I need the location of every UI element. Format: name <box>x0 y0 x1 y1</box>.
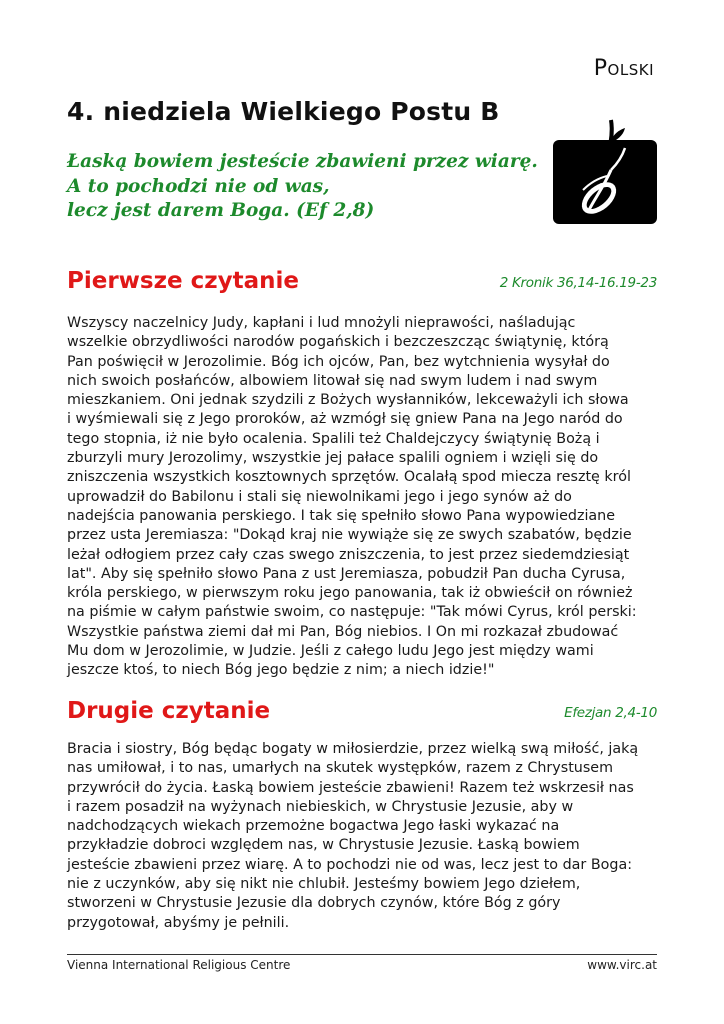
text-line: Mu dom w Jerozolimie, w Judzie. Jeśli z całego ludu Jego jest między wami <box>67 643 594 660</box>
text-line: stworzeni w Chrystusie Jezusie dla dobrych czynów, które Bóg z góry <box>67 895 561 912</box>
text-line: na piśmie w całym państwie swoim, co następuje: "Tak mówi Cyrus, król perski: <box>67 604 637 621</box>
text-line: i razem posadził na wyżynach niebieskich, w Chrystusie Jezusie, aby w <box>67 798 574 815</box>
footer-organization: Vienna International Religious Centre <box>67 958 291 972</box>
text-line: króla perskiego, w pierwszym roku jego panowania, tak iż obwieścił on również <box>67 585 633 602</box>
second-reading-heading: Drugie czytanie <box>67 698 271 724</box>
text-line: leżał odłogiem przez cały czas swego zniszczenia, to jest przez siedemdziesiąt <box>67 546 630 563</box>
text-line: wszelkie obrzydliwości narodów pogańskich i bezczeszcząc świątynię, którą <box>67 334 609 351</box>
text-line: Pan poświęcił w Jerozolimie. Bóg ich ojców, Pan, bez wytchnienia wysyłał do <box>67 353 610 370</box>
text-line: jeszcze ktoś, to niech Bóg jego będzie z nim; a niech idzie!" <box>67 662 495 679</box>
motto-line: lecz jest darem Boga. (Ef 2,8) <box>67 200 375 221</box>
second-reading-reference: Efezjan 2,4-10 <box>564 705 657 721</box>
motto-line: Łaską bowiem jesteście zbawieni przez wiarę. <box>67 151 538 172</box>
second-reading-text <box>67 740 667 933</box>
first-reading-header <box>67 268 657 298</box>
text-line: uprowadził do Babilonu i stali się niewolnikami jego i jego synów aż do <box>67 488 572 505</box>
text-line: przywrócił do życia. Łaską bowiem jesteście zbawieni! Razem też wskrzesił nas <box>67 779 634 796</box>
first-reading-reference: 2 Kronik 36,14-16.19-23 <box>499 275 657 291</box>
text-line: zniszczenia wszystkich kosztownych sprzętów. Ocalałą spod miecza resztę król <box>67 469 631 486</box>
text-line: nie z uczynków, aby się nikt nie chlubił. Jesteśmy bowiem Jego dziełem, <box>67 876 581 893</box>
text-line: przykładzie dobroci względem nas, w Chrystusie Jezusie. Łaską bowiem <box>67 837 580 854</box>
footer-divider <box>67 954 657 955</box>
text-line: Wszystkie państwa ziemi dał mi Pan, Bóg niebios. I On mi rozkazał zbudować <box>67 623 619 640</box>
first-reading-text <box>67 314 667 681</box>
text-line: nadejścia panowania perskiego. I tak się spełniło słowo Pana wypowiedziane <box>67 507 616 524</box>
text-line: nadchodzących wiekach przemożne bogactwa Jego łaski wykazać na <box>67 818 560 835</box>
seedling-icon <box>553 118 657 224</box>
text-line: tego stopnia, iż nie było ocalenia. Spalili też Chaldejczycy świątynię Bożą i <box>67 430 600 447</box>
text-line: i wyśmiewali się z Jego proroków, aż wzmógł się gniew Pana na Jego naród do <box>67 411 623 428</box>
footer-website-link[interactable]: www.virc.at <box>587 958 657 972</box>
text-line: nas umiłował, i to nas, umarłych na skutek występków, razem z Chrystusem <box>67 760 614 777</box>
page-title: 4. niedziela Wielkiego Postu B <box>67 97 500 126</box>
text-line: Wszyscy naczelnicy Judy, kapłani i lud mnożyli nieprawości, naśladując <box>67 315 576 331</box>
text-line: jesteście zbawieni przez wiarę. A to pochodzi nie od was, lecz jest to dar Boga: <box>67 856 633 873</box>
text-line: przez usta Jeremiasza: "Dokąd kraj nie wywiąże się ze swych szabatów, będzie <box>67 527 632 544</box>
text-line: Bracia i siostry, Bóg będąc bogaty w miłosierdzie, przez wielką swą miłość, jaką <box>67 741 639 757</box>
text-line: mieszkaniem. Oni jednak szydzili z Bożych wysłanników, lekceważyli ich słowa <box>67 392 629 409</box>
language-label: Polski <box>593 56 654 81</box>
second-reading-header <box>67 698 657 728</box>
motto-line: A to pochodzi nie od was, <box>67 175 330 197</box>
motto-quote <box>67 150 537 224</box>
text-line: lat". Aby się spełniło słowo Pana z ust Jeremiasza, pobudził Pan ducha Cyrusa, <box>67 565 626 582</box>
text-line: zburzyli mury Jerozolimy, wszystkie jej pałace spalili ogniem i wzięli się do <box>67 450 599 467</box>
text-line: nich swoich posłańców, albowiem litował się nad swym ludem i nad swym <box>67 372 598 389</box>
text-line: przygotował, abyśmy je pełnili. <box>67 914 290 931</box>
first-reading-heading: Pierwsze czytanie <box>67 268 299 294</box>
